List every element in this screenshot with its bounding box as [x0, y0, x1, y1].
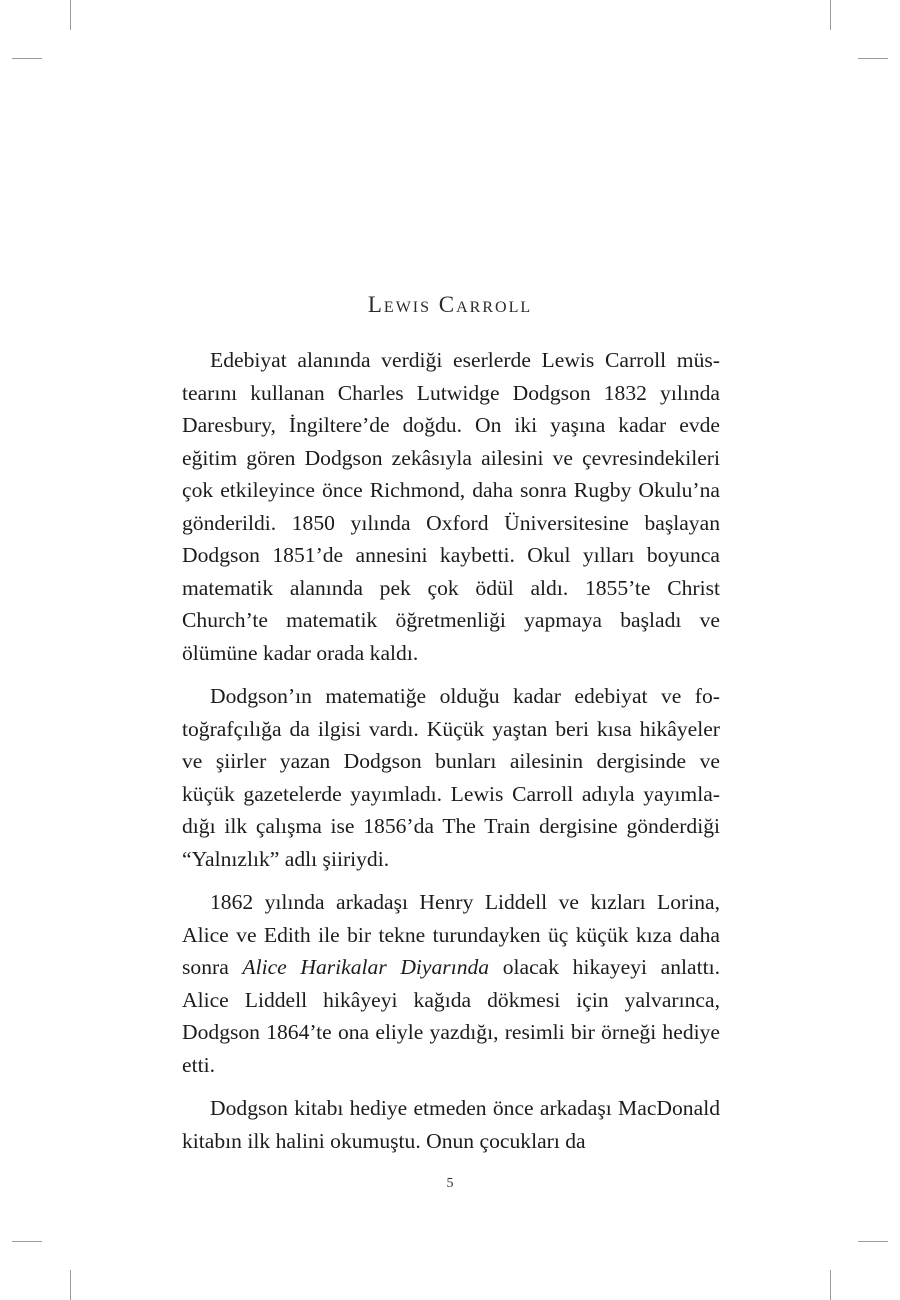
- paragraph-3: [182, 886, 720, 1081]
- paragraph-text: Dodgson kitabı hediye etmeden önce arkadaşı MacDonald kitabın ilk halini okumuştu. Onun çocukları da: [182, 1096, 720, 1153]
- crop-mark-bottom-right: [830, 1270, 831, 1300]
- paragraph-4: [182, 1092, 720, 1157]
- chapter-title: Lewis Carroll: [367, 292, 533, 317]
- page-number: 5: [446, 1176, 454, 1191]
- crop-mark-bottom-left: [70, 1270, 71, 1300]
- paragraph-text: olacak hikayeyi anlattı. Alice Liddell hikâyeyi kağıda dökmesi için yalvarınca, Dodgson 1864’te ona eliyle yazdığı, resimli bir örneği hediye etti.: [182, 955, 720, 1077]
- book-title-italic: Alice Harikalar Diyarında: [242, 955, 490, 979]
- body-text: [182, 344, 720, 1168]
- crop-mark-right-bottom: [858, 1241, 888, 1242]
- crop-mark-right-top: [858, 58, 888, 59]
- crop-mark-left-bottom: [12, 1241, 42, 1242]
- paragraph-2: [182, 680, 720, 875]
- crop-mark-left-top: [12, 58, 42, 59]
- crop-mark-top-right: [830, 0, 831, 30]
- paragraph-text: 1862 yılında arkadaşı Henry Liddell ve kızları Lorina, Alice ve Edith ile bir tekne turundayken üç küçük kıza daha sonra: [182, 890, 720, 979]
- paragraph-text: Dodgson’ın matematiğe olduğu kadar edebiyat ve fotoğrafçılığa da ilgisi vardı. Küçük yaştan beri kısa hikâyeler ve şiirler yazan Dodgson bunları ailesinin dergisinde ve küçük gazetelerde yayımladı. Lewis Carroll adıyla yayımladığı ilk çalışma ise 1856’da The Train dergisine gönderdiği “Yalnızlık” adlı şiiriydi.: [182, 684, 720, 871]
- crop-mark-top-left: [70, 0, 71, 30]
- paragraph-1: [182, 344, 720, 669]
- paragraph-text: Edebiyat alanında verdiği eserlerde Lewis Carroll müstearını kullanan Charles Lutwidge Dodgson 1832 yılında Daresbury, İngiltere’de doğdu. On iki yaşına kadar evde eğitim gören Dodgson zekâsıyla ailesini ve çevresindekileri çok etkileyince önce Richmond, daha sonra Rugby Okulu’na gönderildi. 1850 yılında Oxford Üniversitesine başlayan Dodgson 1851’de annesini kaybetti. Okul yılları boyunca matematik alanında pek çok ödül aldı. 1855’te Christ Church’te matematik öğretmenliği yapmaya başladı ve ölümüne kadar orada kaldı.: [182, 348, 720, 665]
